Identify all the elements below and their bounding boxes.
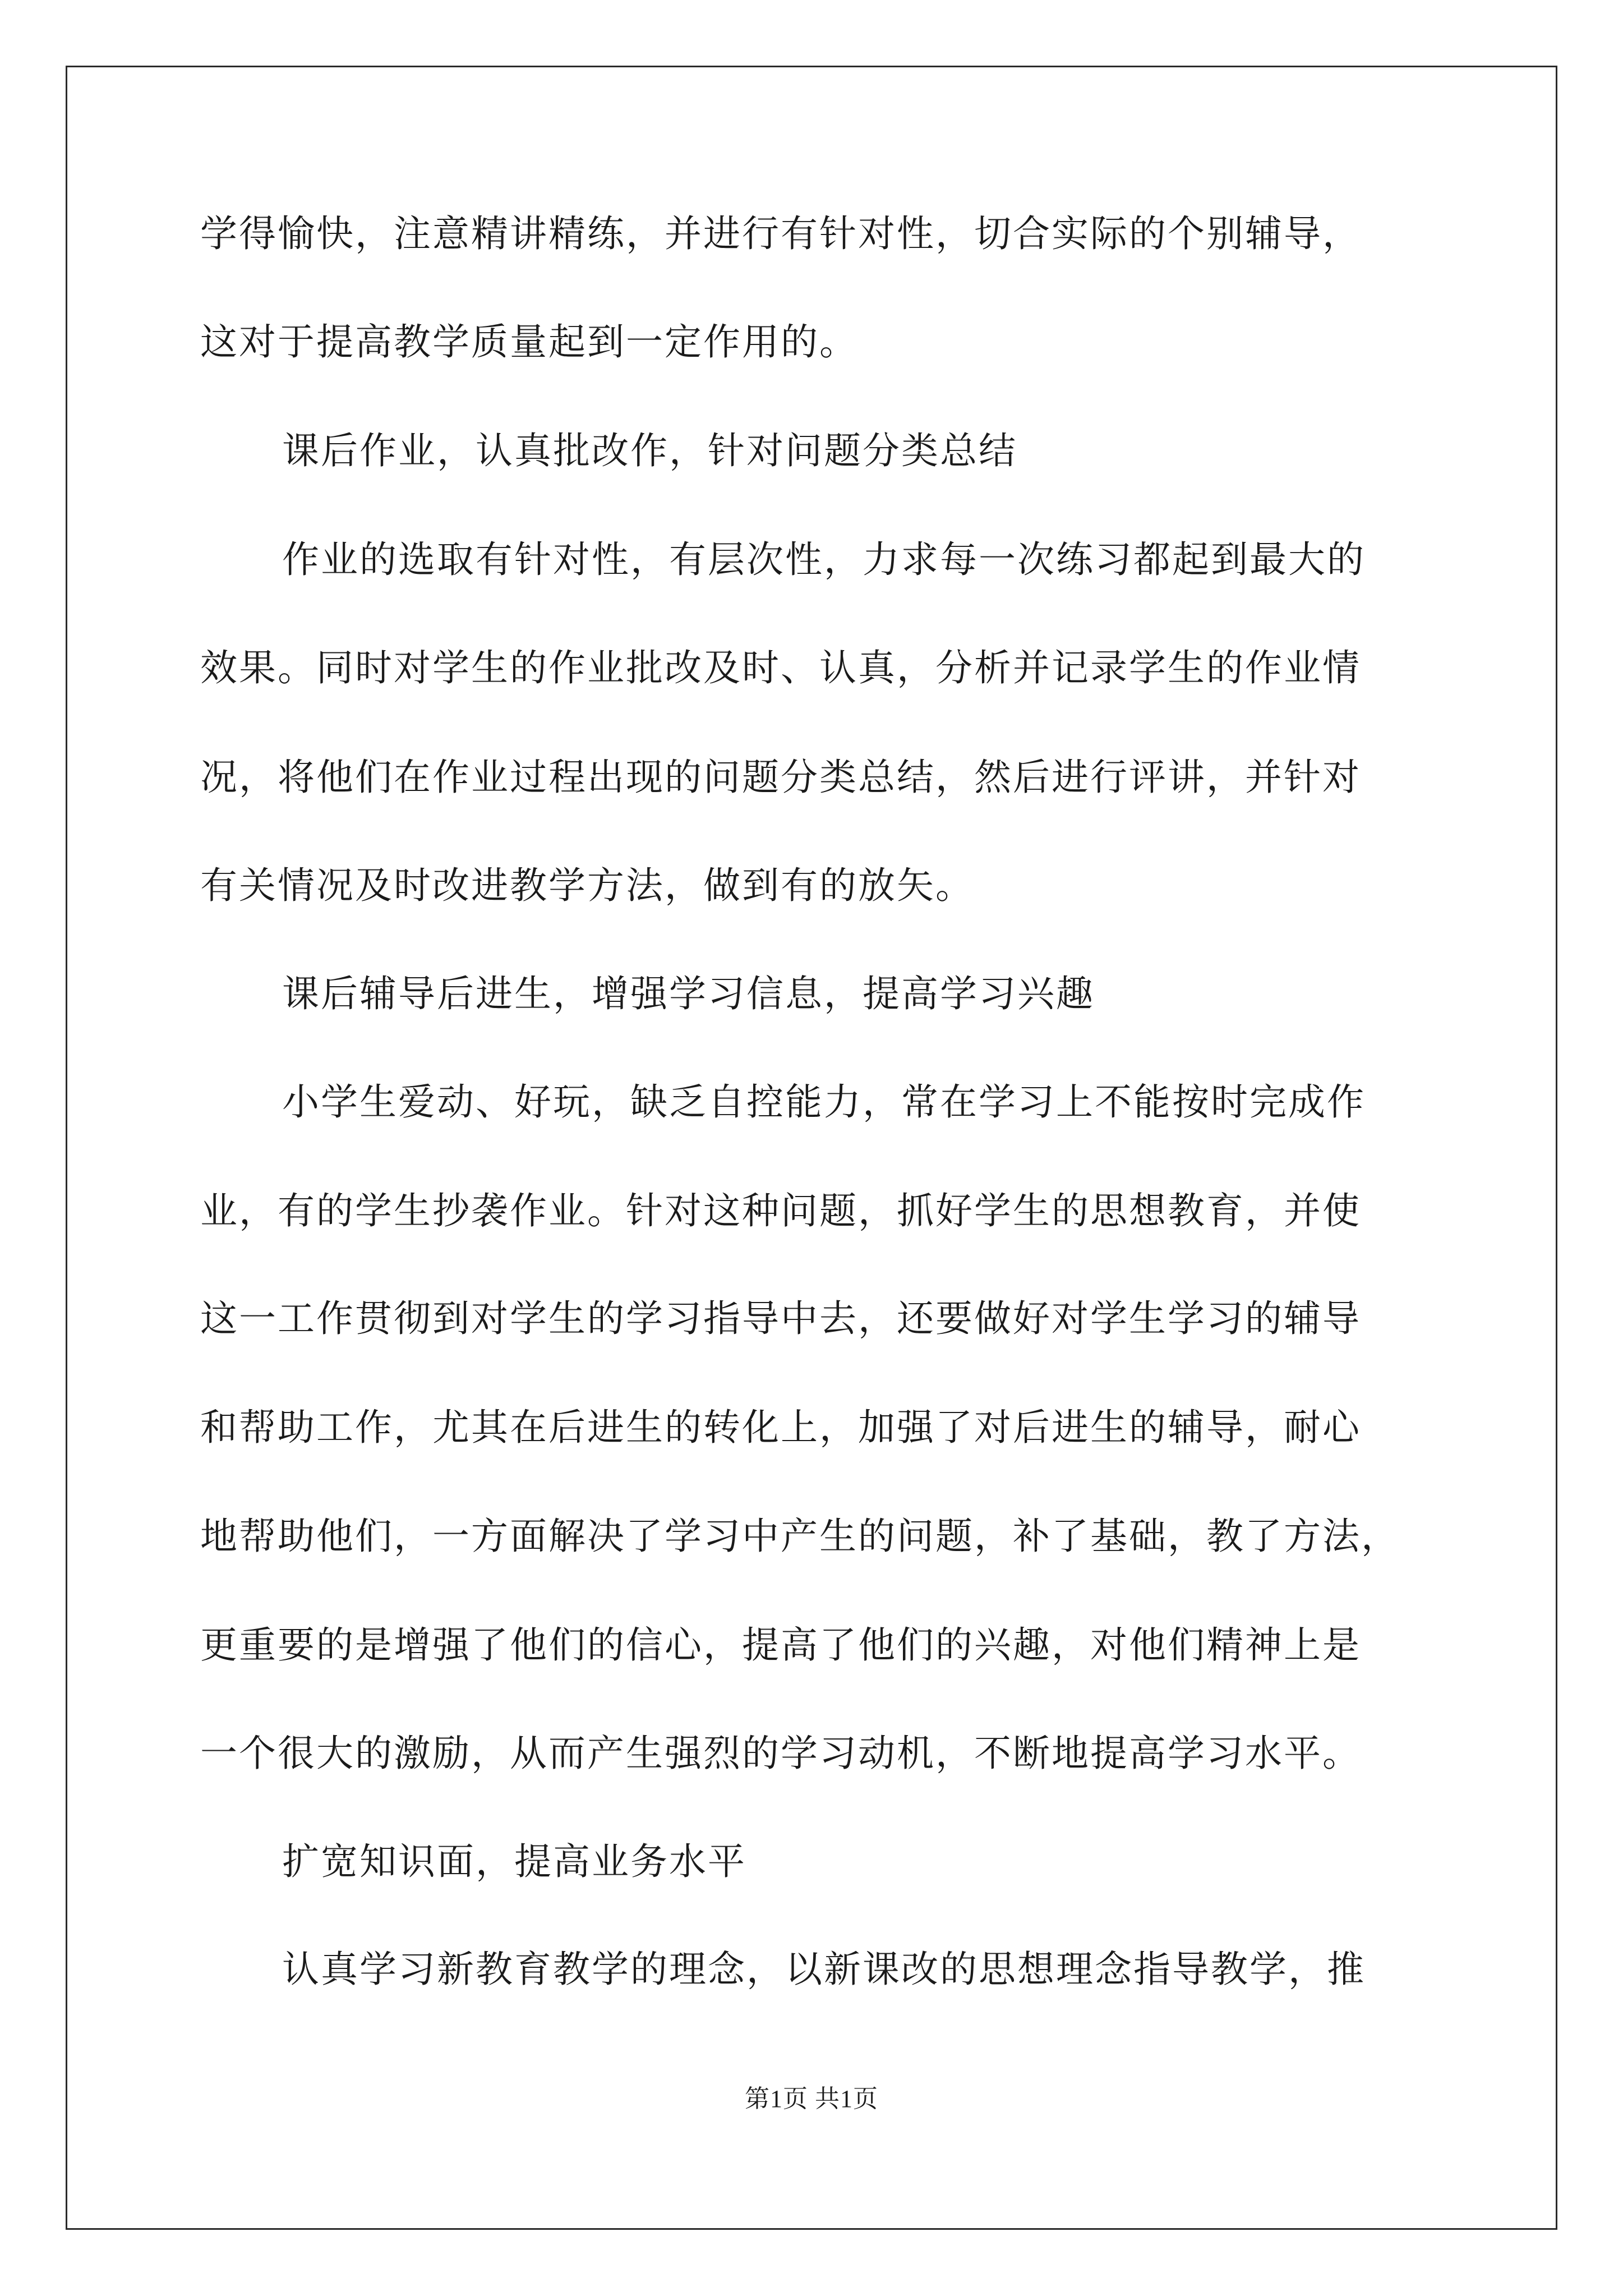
text-line: 学得愉快，注意精讲精练，并进行有针对性，切合实际的个别辅导， [200, 212, 1361, 255]
text-line: 一个很大的激励，从而产生强烈的学习动机，不断地提高学习水平。 [200, 1732, 1361, 1775]
text-line: 这一工作贯彻到对学生的学习指导中去，还要做好对学生学习的辅导 [200, 1297, 1361, 1340]
section-heading: 课后作业，认真批改作，针对问题分类总结 [282, 429, 1017, 472]
text-line: 况，将他们在作业过程出现的问题分类总结，然后进行评讲，并针对 [200, 756, 1361, 799]
page-border [66, 66, 1557, 2230]
text-line: 认真学习新教育教学的理念，以新课改的思想理念指导教学，推 [282, 1948, 1366, 1991]
section-heading: 课后辅导后进生，增强学习信息，提高学习兴趣 [282, 972, 1095, 1015]
text-line: 小学生爱动、好玩，缺乏自控能力，常在学习上不能按时完成作 [282, 1080, 1366, 1124]
text-line: 有关情况及时改进教学方法，做到有的放矢。 [200, 864, 974, 907]
text-line: 更重要的是增强了他们的信心，提高了他们的兴趣，对他们精神上是 [200, 1623, 1361, 1667]
text-line: 业，有的学生抄袭作业。针对这种问题，抓好学生的思想教育，并使 [200, 1189, 1361, 1232]
text-line: 地帮助他们，一方面解决了学习中产生的问题，补了基础，教了方法， [200, 1515, 1400, 1558]
page-number-footer: 第1页 共1页 [745, 2085, 878, 2113]
section-heading: 扩宽知识面，提高业务水平 [282, 1840, 746, 1883]
text-line: 作业的选取有针对性，有层次性，力求每一次练习都起到最大的 [282, 538, 1366, 581]
text-line: 效果。同时对学生的作业批改及时、认真，分析并记录学生的作业情 [200, 646, 1361, 689]
text-line: 和帮助工作，尤其在后进生的转化上，加强了对后进生的辅导，耐心 [200, 1406, 1361, 1449]
text-line: 这对于提高教学质量起到一定作用的。 [200, 320, 858, 364]
